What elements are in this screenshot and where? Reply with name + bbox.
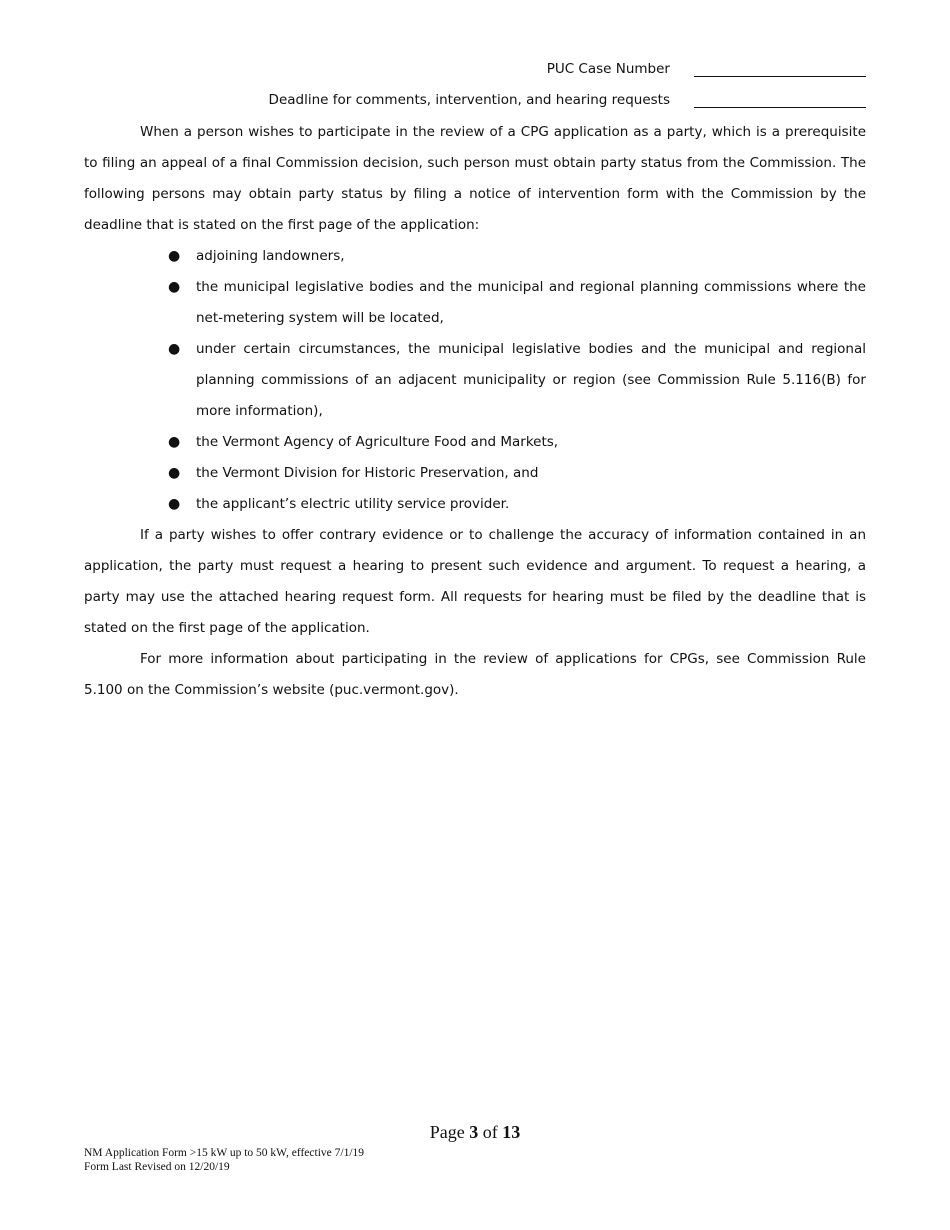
list-item — [84, 334, 866, 427]
intro-paragraph: When a person wishes to participate in the review of a CPG application as a party, which is a prerequisite to filing an appeal of a final Commission decision, such person must obtain party status from the Commission. The following persons may obtain party status by filing a notice of intervention form with the Commission by the deadline that is stated on the first page of the application: — [84, 124, 866, 233]
bullet-icon: ● — [168, 465, 181, 481]
current-page: 3 — [469, 1122, 479, 1142]
case-number-label: PUC Case Number — [546, 61, 670, 77]
list-item-text: the Vermont Agency of Agriculture Food and Markets, — [196, 434, 559, 450]
bullet-icon: ● — [168, 434, 181, 450]
list-item-text: the applicant’s electric utility service provider. — [196, 496, 510, 512]
list-item — [84, 427, 866, 458]
list-item-text: the municipal legislative bodies and the municipal and regional planning commissions where the net-metering system will be located, — [196, 279, 866, 326]
page-of: of — [482, 1122, 498, 1142]
footer-revision-date: Form Last Revised on 12/20/19 — [84, 1161, 230, 1173]
bullet-icon: ● — [168, 496, 181, 512]
party-list — [84, 241, 866, 520]
list-item-text: the Vermont Division for Historic Preservation, and — [196, 465, 539, 481]
hearing-paragraph: If a party wishes to offer contrary evidence or to challenge the accuracy of information contained in an application, the party must request a hearing to present such evidence and argument. To request a hearing, a party may use the attached hearing request form. All requests for hearing must be filed by the deadline that is stated on the first page of the application. — [84, 527, 866, 636]
bullet-icon: ● — [168, 341, 181, 357]
more-info-paragraph: For more information about participating in the review of applications for CPGs, see Commission Rule 5.100 on the Commission’s website (puc.vermont.gov). — [84, 651, 866, 698]
page-prefix: Page — [429, 1122, 465, 1142]
total-pages: 13 — [502, 1122, 521, 1142]
deadline-blank[interactable] — [694, 93, 866, 108]
page-number — [0, 1122, 950, 1143]
case-number-row — [547, 61, 866, 77]
list-item-text: adjoining landowners, — [196, 248, 345, 264]
footer — [84, 1146, 364, 1174]
body-text — [84, 117, 866, 706]
list-item-text: under certain circumstances, the municipal legislative bodies and the municipal and regional planning commissions of an adjacent municipality or region (see Commission Rule 5.116(B) for more information), — [196, 341, 866, 419]
case-number-blank[interactable] — [694, 62, 866, 77]
list-item — [84, 272, 866, 334]
list-item — [84, 458, 866, 489]
list-item — [84, 489, 866, 520]
footer-form-title: NM Application Form >15 kW up to 50 kW, effective 7/1/19 — [84, 1147, 365, 1159]
bullet-icon: ● — [168, 279, 181, 295]
list-item — [84, 241, 866, 272]
deadline-label: Deadline for comments, intervention, and hearing requests — [268, 92, 670, 108]
deadline-row — [269, 92, 866, 108]
bullet-icon: ● — [168, 248, 181, 264]
